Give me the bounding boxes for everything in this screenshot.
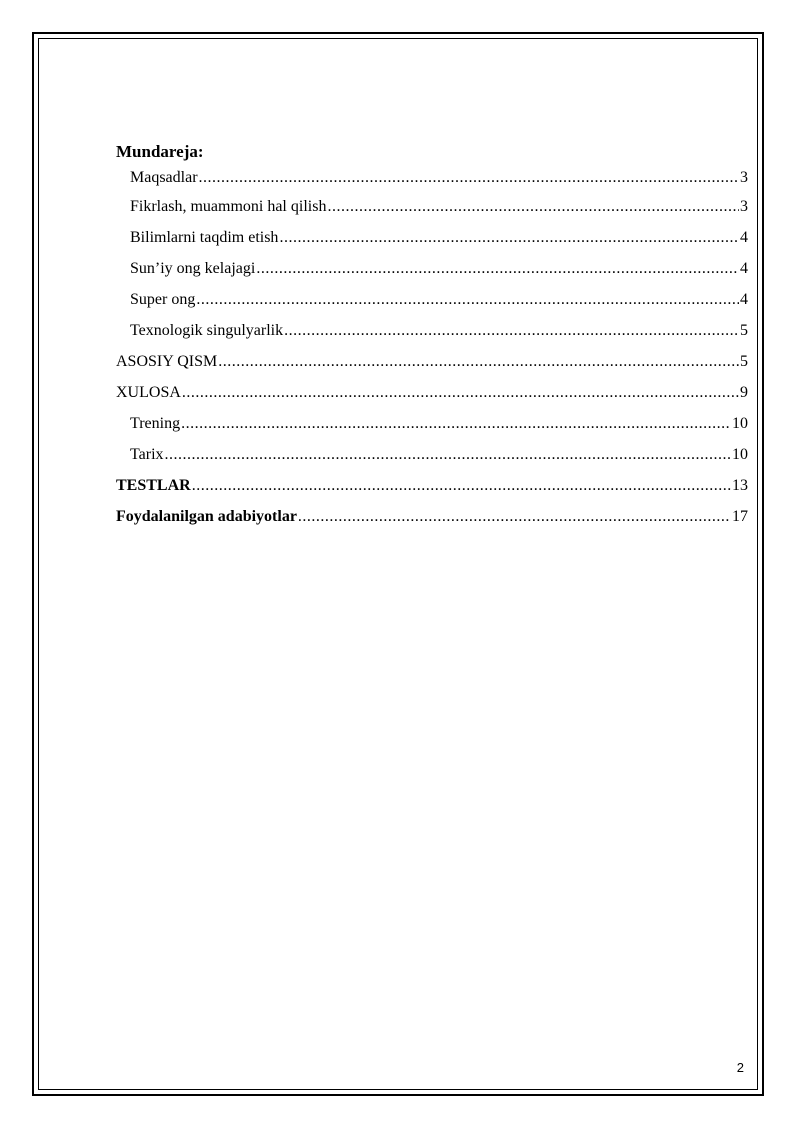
toc-entry-bilimlarni[interactable] <box>116 222 748 253</box>
toc-entry-page: 4 <box>740 229 748 246</box>
toc-entry-page: 4 <box>740 291 748 308</box>
toc-leader-dots <box>192 470 731 501</box>
toc-entry-label: Fikrlash, muammoni hal qilish <box>130 198 327 215</box>
toc-heading: Mundareja: <box>116 142 204 161</box>
page-number: 2 <box>736 1060 744 1075</box>
toc-entry-page: 10 <box>732 415 748 432</box>
toc-leader-dots <box>199 164 739 191</box>
toc-leader-dots <box>196 284 739 315</box>
toc-leader-dots <box>256 253 739 284</box>
toc-entry-label: Sun’iy ong kelajagi <box>130 260 256 277</box>
toc-entry-label: Maqsadlar <box>130 169 198 186</box>
toc-entry-page: 3 <box>740 198 748 215</box>
toc-entry-page: 9 <box>740 384 748 401</box>
toc-entry-label: ASOSIY QISM <box>116 353 218 370</box>
toc-entry-super-ong[interactable] <box>116 284 748 315</box>
table-of-contents <box>116 140 748 532</box>
toc-entry-xulosa[interactable] <box>116 377 748 408</box>
toc-leader-dots <box>181 408 731 439</box>
toc-entry-label: XULOSA <box>116 384 181 401</box>
toc-leader-dots <box>327 191 739 222</box>
toc-entry-page: 3 <box>740 169 748 186</box>
toc-leader-dots <box>182 377 739 408</box>
toc-entry-label: Texnologik singulyarlik <box>130 322 284 339</box>
toc-entry-maqsadlar[interactable] <box>116 164 748 191</box>
toc-leader-dots <box>279 222 739 253</box>
toc-entry-foydalanilgan[interactable] <box>116 501 748 532</box>
toc-leader-dots <box>298 501 731 532</box>
toc-entry-asosiy-qism[interactable] <box>116 346 748 377</box>
toc-entry-label: Bilimlarni taqdim etish <box>130 229 279 246</box>
toc-leader-dots <box>165 439 731 470</box>
toc-entry-label: Foydalanilgan adabiyotlar <box>116 508 297 525</box>
toc-entry-texnologik[interactable] <box>116 315 748 346</box>
toc-entry-page: 13 <box>732 477 748 494</box>
toc-entry-trening[interactable] <box>116 408 748 439</box>
toc-entry-label: Tarix <box>130 446 164 463</box>
toc-entry-page: 4 <box>740 260 748 277</box>
toc-entry-testlar[interactable] <box>116 470 748 501</box>
toc-entry-fikrlash[interactable] <box>116 191 748 222</box>
toc-entry-label: Trening <box>130 415 181 432</box>
toc-entry-label: Super ong <box>130 291 196 308</box>
toc-entry-page: 5 <box>740 322 748 339</box>
toc-leader-dots <box>284 315 739 346</box>
toc-leader-dots <box>218 346 739 377</box>
toc-entry-page: 10 <box>732 446 748 463</box>
toc-entry-tarix[interactable] <box>116 439 748 470</box>
toc-entry-page: 5 <box>740 353 748 370</box>
toc-entry-page: 17 <box>732 508 748 525</box>
toc-entry-label: TESTLAR <box>116 477 191 494</box>
toc-entry-suniy-ong[interactable] <box>116 253 748 284</box>
